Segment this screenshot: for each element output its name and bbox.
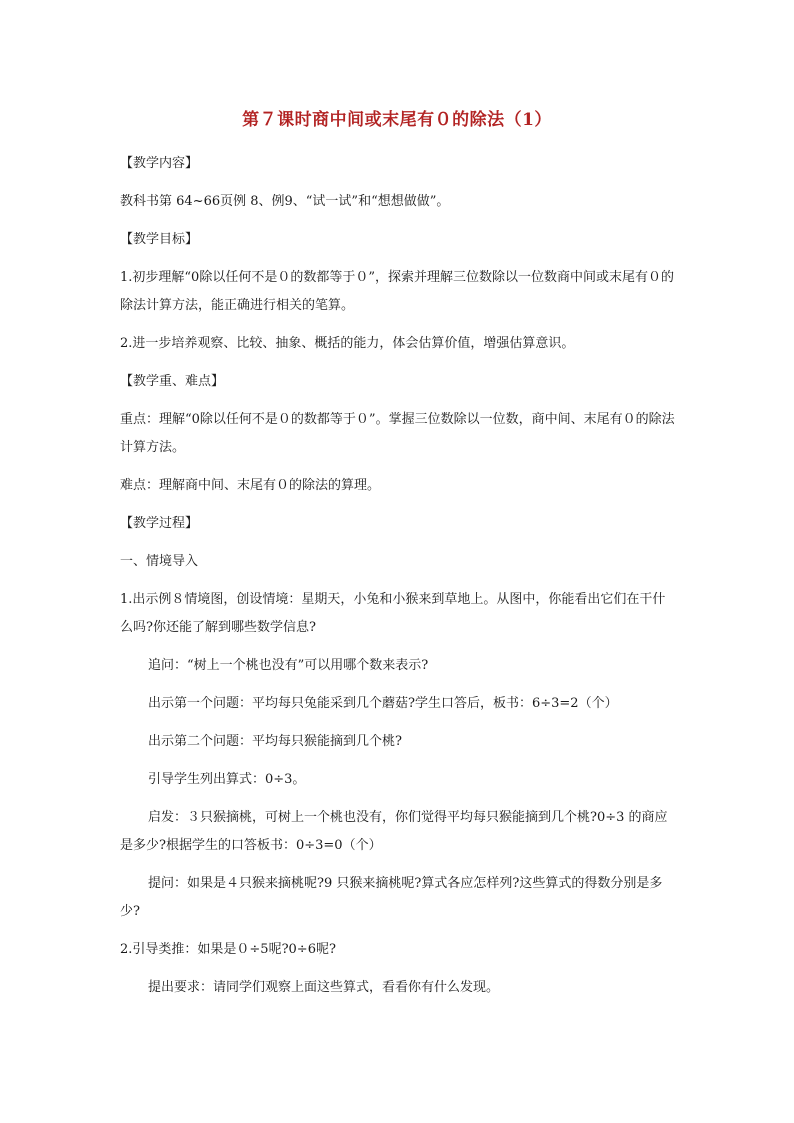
- guide-text: 引导学生列出算式：0÷3。: [148, 772, 306, 787]
- follow-up-question: 追问：“树上一个桃也没有”可以用哪个数来表示?: [148, 658, 429, 673]
- request-text: 提出要求：请同学们观察上面这些算式，看看你有什么发现。: [148, 980, 500, 995]
- step-1-text: 1.出示例８情境图，创设情境：星期天，小兔和小猴来到草地上。从图中，你能看出它们在干什么吗?你还能了解到哪些数学信息?: [120, 592, 666, 635]
- goal-item-1: 1.初步理解“0除以任何不是０的数都等于０”，探索并理解三位数除以一位数商中间或末尾有０的除法计算方法，能正确进行相关的笔算。: [120, 270, 674, 313]
- step-heading-intro: 一、情境导入: [120, 554, 199, 569]
- teaching-content-text: 教科书第 64~66页例 8、例9、“试一试”和“想想做做”。: [120, 194, 450, 209]
- section-heading-process: 【教学过程】: [120, 516, 199, 531]
- section-heading-goals: 【教学目标】: [120, 232, 199, 247]
- document-body: [120, 150, 676, 1012]
- key-points-text: 重点：理解“0除以任何不是０的数都等于０”。掌握三位数除以一位数，商中间、末尾有０的除法计算方法。: [120, 412, 675, 455]
- difficulty-text: 难点：理解商中间、末尾有０的除法的算理。: [120, 478, 381, 493]
- inspire-text: 启发：３只猴摘桃，可树上一个桃也没有，你们觉得平均每只猴能摘到几个桃?0÷3 的商应是多少?根据学生的口答板书：0÷3=0（个）: [120, 810, 668, 853]
- second-question: 出示第二个问题：平均每只猴能摘到几个桃?: [148, 734, 402, 749]
- section-heading-content: 【教学内容】: [120, 156, 199, 171]
- goal-item-2: 2.进一步培养观察、比较、抽象、概括的能力，体会估算价值，增强估算意识。: [120, 336, 575, 351]
- document-title: 第７课时商中间或末尾有０的除法（1）: [242, 110, 552, 130]
- section-heading-key-points: 【教学重、难点】: [120, 374, 225, 389]
- analogy-text: 2.引导类推：如果是０÷5呢?0÷6呢?: [120, 942, 336, 957]
- ask-text: 提问：如果是４只猴来摘桃呢?9 只猴来摘桃呢?算式各应怎样列?这些算式的得数分别是多少?: [120, 876, 663, 919]
- first-question: 出示第一个问题：平均每只兔能采到几个蘑菇?学生口答后，板书：6÷3=2（个）: [148, 696, 618, 711]
